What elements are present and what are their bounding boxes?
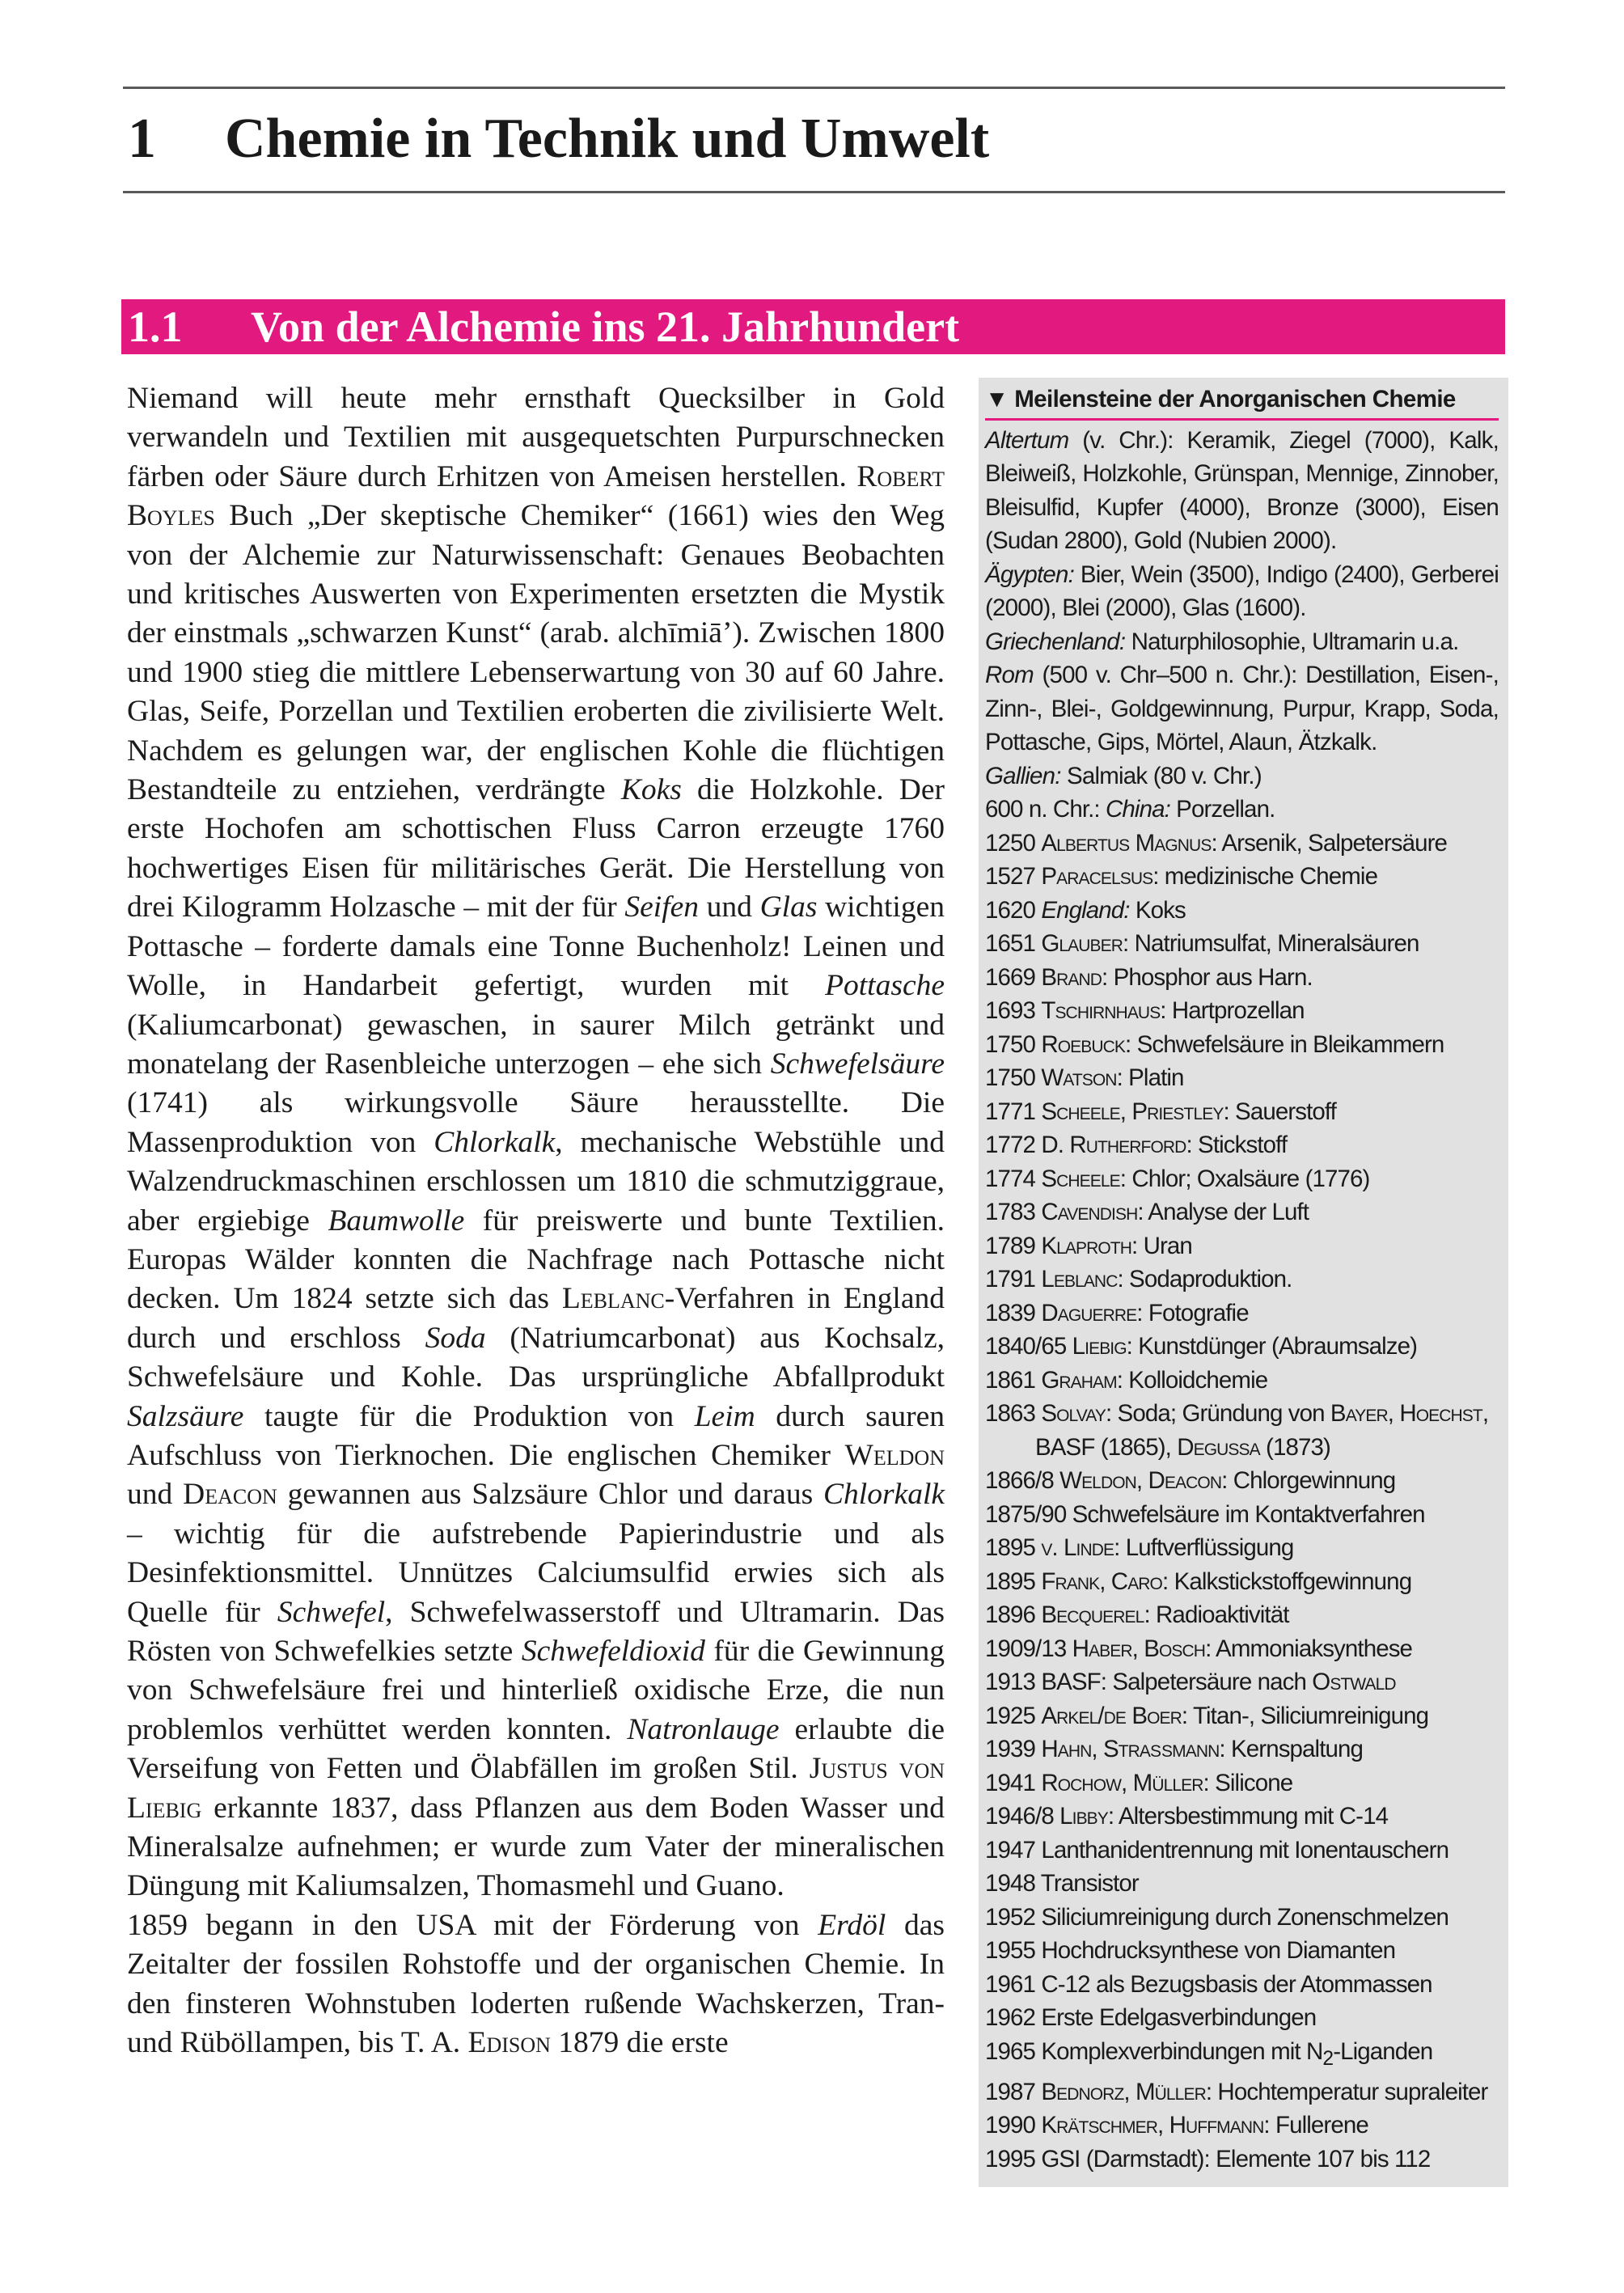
milestone-item xyxy=(985,1263,1499,1297)
top-rule xyxy=(123,87,1505,89)
milestone-person: Paracelsus xyxy=(1041,863,1153,890)
era-name: Altertum xyxy=(985,426,1069,454)
milestone-person: Libby xyxy=(1059,1803,1108,1830)
text-run: die Holzkohle. Der erste Hochofen am schottischen Fluss Carron erzeugte 1760 hochwertiges Eisen für militärisches Gerät. Die Herstellung von drei Kilogramm Holzasche – mit der für xyxy=(127,773,945,924)
milestone-year: 1750 xyxy=(985,1064,1042,1091)
era-text: Naturphilosophie, Ultramarin u.a. xyxy=(1125,628,1459,655)
milestone-item xyxy=(985,1364,1499,1398)
milestone-item xyxy=(985,1061,1499,1095)
milestone-company: Bayer xyxy=(1330,1400,1388,1427)
sidebar-title: ▼ Meilensteine der Anorganischen Chemie xyxy=(985,386,1456,412)
milestone-item xyxy=(985,927,1499,961)
milestones-sidebar xyxy=(979,378,1508,2187)
milestone-text: : Sauerstoff xyxy=(1223,1098,1336,1125)
milestone-item xyxy=(985,1498,1499,1532)
milestone-item xyxy=(985,1968,1499,2002)
text-run: (Kaliumcarbonat) gewaschen, in saurer Milch getränkt und monatelang der Rasenbleiche unterzogen – ehe sich xyxy=(127,1008,945,1081)
milestone-item xyxy=(985,961,1499,995)
milestone-person: Brand xyxy=(1041,963,1102,991)
milestone-text: (1873) xyxy=(1259,1433,1330,1461)
milestone-text: : Luftverflüssigung xyxy=(1114,1534,1294,1561)
era-item xyxy=(985,558,1499,625)
text-run: Buch „Der skeptische Chemiker“ (1661) wies den Weg von der Alchemie zur Naturwissenschaft: Genaues Beobachten und kritisches Auswerten von Experimenten ersetzten die Mystik der einstmals „schwarzen Kunst“ (arab. alchīmiā’). Zwischen 1800 und 1900 stieg die mittlere Lebenserwartung von 30 auf 60 Jahre. Glas, Seife, Porzellan und Textilien eroberten die zivilisierte Welt. Nachdem es gelungen war, der englischen Kohle die flüchtigen Bestandteile zu entziehen, verdrängte xyxy=(127,499,945,807)
person-name: Weldon xyxy=(844,1438,945,1472)
section-number: 1.1 xyxy=(128,302,183,351)
milestone-person: Albertus Magnus xyxy=(1041,829,1212,857)
text-run: Niemand will heute mehr ernsthaft Quecksilber in Gold verwandeln und Textilien mit ausgequetschten Purpurschnecken färben oder Säure durch Erhitzen von Ameisen herstellen. xyxy=(127,382,945,493)
milestone-person: Rochow, Müller xyxy=(1041,1769,1203,1796)
era-name: Griechenland: xyxy=(985,628,1126,655)
eras-list xyxy=(985,424,1499,793)
milestone-person: Bednorz, Müller xyxy=(1041,2078,1206,2105)
text-run: für die Gewinnung von Schwefelsäure frei und hinterließ oxidische Erze, die nun problemlos verhüttet werden konnten. xyxy=(127,1635,945,1746)
text-run: 1859 begann in den USA mit der Förderung von xyxy=(127,1908,818,1942)
milestone-text: : Chlorgewinnung xyxy=(1221,1467,1396,1494)
milestone-item xyxy=(985,2035,1499,2075)
milestone-year: 1925 xyxy=(985,1702,1042,1729)
emphasis: Chlorkalk xyxy=(433,1125,556,1159)
milestone-text: : Phosphor aus Harn. xyxy=(1102,963,1313,991)
milestone-item xyxy=(985,2143,1499,2177)
paragraph-2 xyxy=(127,1906,945,2063)
milestone-year: 1961 xyxy=(985,1970,1042,1998)
milestone-text: : Stickstoff xyxy=(1186,1132,1288,1158)
milestone-year: 1669 xyxy=(985,963,1042,991)
milestone-text: : Analyse der Luft xyxy=(1137,1199,1309,1225)
era-text: Salmiak (80 v. Chr.) xyxy=(1060,762,1262,789)
milestone-item xyxy=(985,1901,1499,1935)
paragraph-1 xyxy=(127,379,945,1906)
milestone-person: Arkel/de Boer xyxy=(1041,1702,1182,1729)
milestone-person: Hahn, Straßmann xyxy=(1041,1736,1220,1762)
milestone-year: 1946/8 xyxy=(985,1803,1060,1830)
milestone-year: 1955 xyxy=(985,1937,1042,1964)
milestone-text: : Kolloidchemie xyxy=(1116,1366,1268,1394)
text-run: -Verfahren in England durch und erschloss xyxy=(127,1282,945,1355)
person-name: Edison xyxy=(467,2026,551,2060)
milestone-item xyxy=(985,827,1499,861)
milestone-text: : Altersbestimmung mit C-14 xyxy=(1107,1803,1389,1830)
milestone-item xyxy=(985,1565,1499,1599)
era-name: China: xyxy=(1106,796,1170,823)
milestone-person: Krätschmer, Huffmann xyxy=(1041,2112,1264,2139)
emphasis: Chlorkalk xyxy=(823,1478,945,1512)
milestone-person: Becquerel xyxy=(1041,1601,1144,1628)
milestone-year: 1987 xyxy=(985,2078,1042,2105)
milestone-item xyxy=(985,1464,1499,1498)
milestone-year: 1875/90 xyxy=(985,1500,1072,1528)
text-run: , mechanische Webstühle und Walzendruckmaschinen erschlossen um 1810 die schmutziggraue, aber ergiebige xyxy=(127,1125,945,1237)
emphasis: Glas xyxy=(759,891,818,924)
milestone-year: 1939 xyxy=(985,1736,1042,1762)
milestone-text: GSI (Darmstadt): Elemente 107 bis 112 xyxy=(1041,2145,1431,2172)
milestone-item xyxy=(985,1699,1499,1733)
milestone-text: Hochdrucksynthese von Diamanten xyxy=(1041,1937,1396,1964)
milestone-year: 1791 xyxy=(985,1266,1042,1292)
milestone-year: 1651 xyxy=(985,930,1042,957)
text-run: und xyxy=(699,891,760,924)
person-name: Leblanc xyxy=(561,1282,665,1316)
milestone-text: : Sodaproduktion. xyxy=(1117,1266,1292,1292)
person-name: Robert Boyles xyxy=(127,459,945,533)
milestone-year: 1990 xyxy=(985,2112,1042,2139)
emphasis: Salzsäure xyxy=(127,1399,244,1433)
emphasis: Koks xyxy=(620,773,682,807)
milestone-item xyxy=(985,1330,1499,1364)
milestone-text: : Radioaktivität xyxy=(1144,1601,1289,1628)
milestone-text: , xyxy=(1387,1400,1400,1427)
milestone-year: 1861 xyxy=(985,1366,1042,1394)
milestone-item xyxy=(985,2075,1499,2109)
text-run: – wichtig für die aufstrebende Papierindustrie und als Desinfektionsmittel. Unnützes Calciumsulfid erwies sich als Quelle für xyxy=(127,1517,945,1629)
sidebar-title-rule xyxy=(985,418,1499,421)
emphasis: Erdöl xyxy=(818,1908,886,1942)
milestone-year: 1909/13 xyxy=(985,1635,1072,1662)
milestone-text: Lanthanidentrennung mit Ionentauschern xyxy=(1041,1836,1449,1864)
text-run: erkannte 1837, dass Pflanzen aus dem Boden Wasser und Mineralsalze aufnehmen; er wurde zum Vater der mineralischen Düngung mit Kaliumsalzen, Thomasmehl und Guano. xyxy=(127,1791,945,1903)
milestone-person: Cavendish xyxy=(1041,1199,1138,1225)
milestone-text: : Uran xyxy=(1131,1232,1192,1259)
text-run: durch sauren Aufschluss von Tierknochen. Die englischen Chemiker xyxy=(127,1399,945,1472)
milestone-item xyxy=(985,2001,1499,2035)
era-text: (500 v. Chr–500 n. Chr.): Destillation, Eisen-, Zinn-, Blei-, Goldgewinnung, Purpur, Krapp, Soda, Pottasche, Gips, Mörtel, Alaun, Ätzkalk. xyxy=(985,662,1499,755)
milestone-person: Klaproth xyxy=(1041,1232,1131,1259)
milestone-year: 1952 xyxy=(985,1903,1042,1931)
emphasis: Schwefeldioxid xyxy=(521,1635,705,1668)
milestone-year: 1895 xyxy=(985,1534,1042,1561)
milestone-company: Degussa xyxy=(1177,1433,1260,1461)
emphasis: Baumwolle xyxy=(328,1204,465,1237)
milestone-year: 1527 xyxy=(985,863,1042,890)
milestone-year: 1863 xyxy=(985,1400,1042,1427)
milestone-year: 1947 xyxy=(985,1836,1042,1864)
milestone-text: : Titan-, Siliciumreinigung xyxy=(1181,1702,1429,1729)
milestone-item xyxy=(985,1162,1499,1196)
milestone-person: Haber, Bosch xyxy=(1072,1635,1206,1662)
section-heading-bar xyxy=(121,299,1505,354)
emphasis: Leim xyxy=(694,1399,755,1433)
milestone-text: : Arsenik, Salpetersäure xyxy=(1211,829,1448,857)
milestone-year: 1866/8 xyxy=(985,1467,1060,1494)
milestone-item xyxy=(985,2109,1499,2143)
milestone-item xyxy=(985,994,1499,1028)
emphasis: Soda xyxy=(425,1321,486,1355)
milestone-year: 1774 xyxy=(985,1165,1042,1192)
milestone-person: Weldon, Deacon xyxy=(1059,1467,1222,1494)
milestone-person: Scheele xyxy=(1041,1165,1120,1192)
milestone-text: : Kunstdünger (Abraumsalze) xyxy=(1126,1333,1418,1360)
milestone-place: England: xyxy=(1041,896,1130,924)
emphasis: Schwefelsäure xyxy=(770,1047,945,1081)
milestone-text: Porzellan. xyxy=(1169,796,1275,823)
milestone-text: C-12 als Bezugsbasis der Atommassen xyxy=(1041,1970,1432,1998)
milestone-person: Liebig xyxy=(1072,1333,1127,1360)
milestone-item xyxy=(985,894,1499,928)
milestone-text: Koks xyxy=(1129,896,1186,924)
milestone-text: Siliciumreinigung durch Zonenschmelzen xyxy=(1041,1903,1448,1931)
section-title: Von der Alchemie ins 21. Jahrhundert xyxy=(251,302,960,351)
chapter-title-text: Chemie in Technik und Umwelt xyxy=(225,108,990,170)
milestone-item xyxy=(985,1766,1499,1800)
milestone-text: : Silicone xyxy=(1203,1769,1293,1796)
milestone-list xyxy=(985,827,1499,2177)
era-item xyxy=(985,424,1499,558)
milestone-item xyxy=(985,1095,1499,1129)
milestone-text: -Liganden xyxy=(1333,2037,1433,2065)
milestone-company: Hoechst xyxy=(1399,1400,1482,1427)
milestone-item xyxy=(985,1800,1499,1834)
milestone-item xyxy=(985,1867,1499,1901)
milestone-item xyxy=(985,1028,1499,1062)
era-item xyxy=(985,759,1499,793)
milestone-person: Tschirnhaus xyxy=(1041,997,1161,1024)
era-name: Ägypten: xyxy=(985,561,1075,588)
text-run: wichtigen Pottasche – forderte damals eine Tonne Buchenholz! Leinen und Wolle, in Handarbeit gefertigt, wurden mit xyxy=(127,891,945,1003)
emphasis: Seifen xyxy=(624,891,700,924)
text-run: taugte für die Produktion von xyxy=(243,1399,695,1433)
milestone-item xyxy=(985,860,1499,894)
text-run: 1879 die erste xyxy=(550,2026,729,2060)
milestone-year: 1965 Komplexverbindungen mit N xyxy=(985,2037,1323,2065)
milestone-text: Transistor xyxy=(1040,1870,1139,1897)
milestone-item xyxy=(985,1128,1499,1162)
milestone-item xyxy=(985,1834,1499,1868)
milestone-year: 1962 xyxy=(985,2004,1042,2031)
milestone-year: 1948 xyxy=(985,1870,1041,1897)
milestone-year: 1896 xyxy=(985,1601,1042,1628)
era-text: (v. Chr.): Keramik, Ziegel (7000), Kalk, Bleiweiß, Holzkohle, Grünspan, Mennige, Zinnober, Bleisulfid, Kupfer (4000), Bronze (3000), Eisen (Sudan 2800), Gold (Nubien 2000). xyxy=(985,426,1499,554)
milestone-text: Schwefelsäure im Kontaktverfahren xyxy=(1072,1500,1425,1528)
text-run: gewannen aus Salzsäure Chlor und daraus xyxy=(277,1478,824,1512)
milestone-year: 1895 xyxy=(985,1567,1042,1595)
era-name: Rom xyxy=(985,662,1034,688)
chapter-title xyxy=(128,99,989,180)
milestone-item xyxy=(985,1934,1499,1968)
milestone-text: : Kalkstickstoffgewinnung xyxy=(1162,1567,1412,1595)
milestone-person: Solvay xyxy=(1041,1400,1106,1427)
milestone-item xyxy=(985,1732,1499,1766)
milestone-person: v. Linde xyxy=(1041,1534,1114,1561)
milestone-year: 1620 xyxy=(985,896,1042,924)
milestone-text: : Hartprozellan xyxy=(1160,997,1305,1024)
milestone-item xyxy=(985,1229,1499,1263)
milestone-year: 1772 xyxy=(985,1132,1042,1158)
era-name: Gallien: xyxy=(985,762,1061,789)
milestone-item xyxy=(985,1195,1499,1229)
text-run: das Zeitalter der fossilen Rohstoffe und der organischen Chemie. In den finsteren Wohnstuben loderten rußende Wachskerzen, Tran- und Rüböllampen, bis T. A. xyxy=(127,1908,945,2060)
chapter-bottom-rule xyxy=(123,191,1505,193)
milestone-year: 1913 BASF: Salpetersäure nach xyxy=(985,1669,1313,1695)
milestone-year: 1783 xyxy=(985,1199,1042,1225)
era-item xyxy=(985,658,1499,759)
milestone-person: Glauber xyxy=(1041,930,1123,957)
milestone-person: Graham xyxy=(1041,1366,1117,1394)
milestone-text: : Chlor; Oxalsäure (1776) xyxy=(1119,1165,1370,1192)
milestone-item xyxy=(985,1598,1499,1632)
milestone-year: 1941 xyxy=(985,1769,1042,1796)
body-text xyxy=(127,379,945,2062)
milestone-text: : Ammoniaksynthese xyxy=(1205,1635,1413,1662)
era-text: Bier, Wein (3500), Indigo (2400), Gerberei (2000), Blei (2000), Glas (1600). xyxy=(985,561,1499,621)
milestone-item xyxy=(985,1397,1499,1464)
text-run: erlaubte die Verseifung von Fetten und Ölabfällen im großen Stil. xyxy=(127,1712,945,1786)
person-name: Justus von Liebig xyxy=(127,1752,945,1825)
milestone-year: 1840/65 xyxy=(985,1333,1072,1360)
milestone-item xyxy=(985,793,1499,827)
era-item xyxy=(985,625,1499,659)
milestone-item xyxy=(985,1297,1499,1331)
milestone-text: : Platin xyxy=(1116,1064,1184,1091)
text-run: , Schwefelwasserstoff und Ultramarin. Das Rösten von Schwefelkies setzte xyxy=(127,1595,945,1668)
milestone-person: Scheele, Priestley xyxy=(1041,1098,1224,1125)
subscript: 2 xyxy=(1322,2047,1334,2070)
milestone-text: : Natriumsulfat, Mineralsäuren xyxy=(1123,930,1419,957)
milestone-item xyxy=(985,1665,1499,1699)
emphasis: Schwefel xyxy=(277,1595,386,1629)
milestone-text: : Fullerene xyxy=(1263,2112,1368,2139)
milestone-person: Roebuck xyxy=(1041,1030,1126,1058)
milestone-text: , BASF (1865), xyxy=(1035,1400,1489,1461)
chapter-number: 1 xyxy=(128,108,156,170)
milestone-text: : Soda; Gründung von xyxy=(1105,1400,1330,1427)
milestone-year: 1839 xyxy=(985,1299,1042,1326)
text-run: (1741) als wirkungsvolle Säure herausstellte. Die Massenproduktion von xyxy=(127,1086,945,1159)
milestone-text: Erste Edelgasverbindungen xyxy=(1041,2004,1317,2031)
milestone-text: : Hochtemperatur supraleiter xyxy=(1205,2078,1488,2105)
milestone-text: : Fotografie xyxy=(1136,1299,1249,1326)
milestone-item xyxy=(985,1531,1499,1565)
milestone-year: 1250 xyxy=(985,829,1042,857)
milestone-person: Leblanc xyxy=(1041,1266,1118,1292)
milestone-person: D. Rutherford xyxy=(1041,1132,1186,1158)
milestone-person: Frank, Caro xyxy=(1041,1567,1162,1595)
milestone-year: 1995 xyxy=(985,2145,1042,2172)
text-run: (Natriumcarbonat) aus Kochsalz, Schwefelsäure und Kohle. Das ursprüngliche Abfallprodukt xyxy=(127,1321,945,1394)
milestone-text: : medizinische Chemie xyxy=(1152,863,1378,890)
milestone-year: 600 n. Chr.: xyxy=(985,796,1106,823)
milestone-person: Watson xyxy=(1041,1064,1117,1091)
emphasis: Pottasche xyxy=(825,969,945,1003)
milestone-person: Ostwald xyxy=(1312,1669,1396,1695)
person-name: Deacon xyxy=(183,1478,277,1512)
milestone-year: 1771 xyxy=(985,1098,1042,1125)
milestone-item xyxy=(985,1632,1499,1666)
milestone-year: 1750 xyxy=(985,1030,1042,1058)
milestone-person: Daguerre xyxy=(1041,1299,1137,1326)
milestone-year: 1693 xyxy=(985,997,1042,1024)
text-run: für preiswerte und bunte Textilien. Europas Wälder konnten die Nachfrage nach Pottasche nicht decken. Um 1824 setzte sich das xyxy=(127,1204,945,1316)
emphasis: Natronlauge xyxy=(627,1712,780,1746)
text-run: und xyxy=(127,1478,184,1512)
milestone-year: 1789 xyxy=(985,1232,1042,1259)
milestone-text: : Kernspaltung xyxy=(1219,1736,1364,1762)
milestone-text: : Schwefelsäure in Bleikammern xyxy=(1125,1030,1444,1058)
